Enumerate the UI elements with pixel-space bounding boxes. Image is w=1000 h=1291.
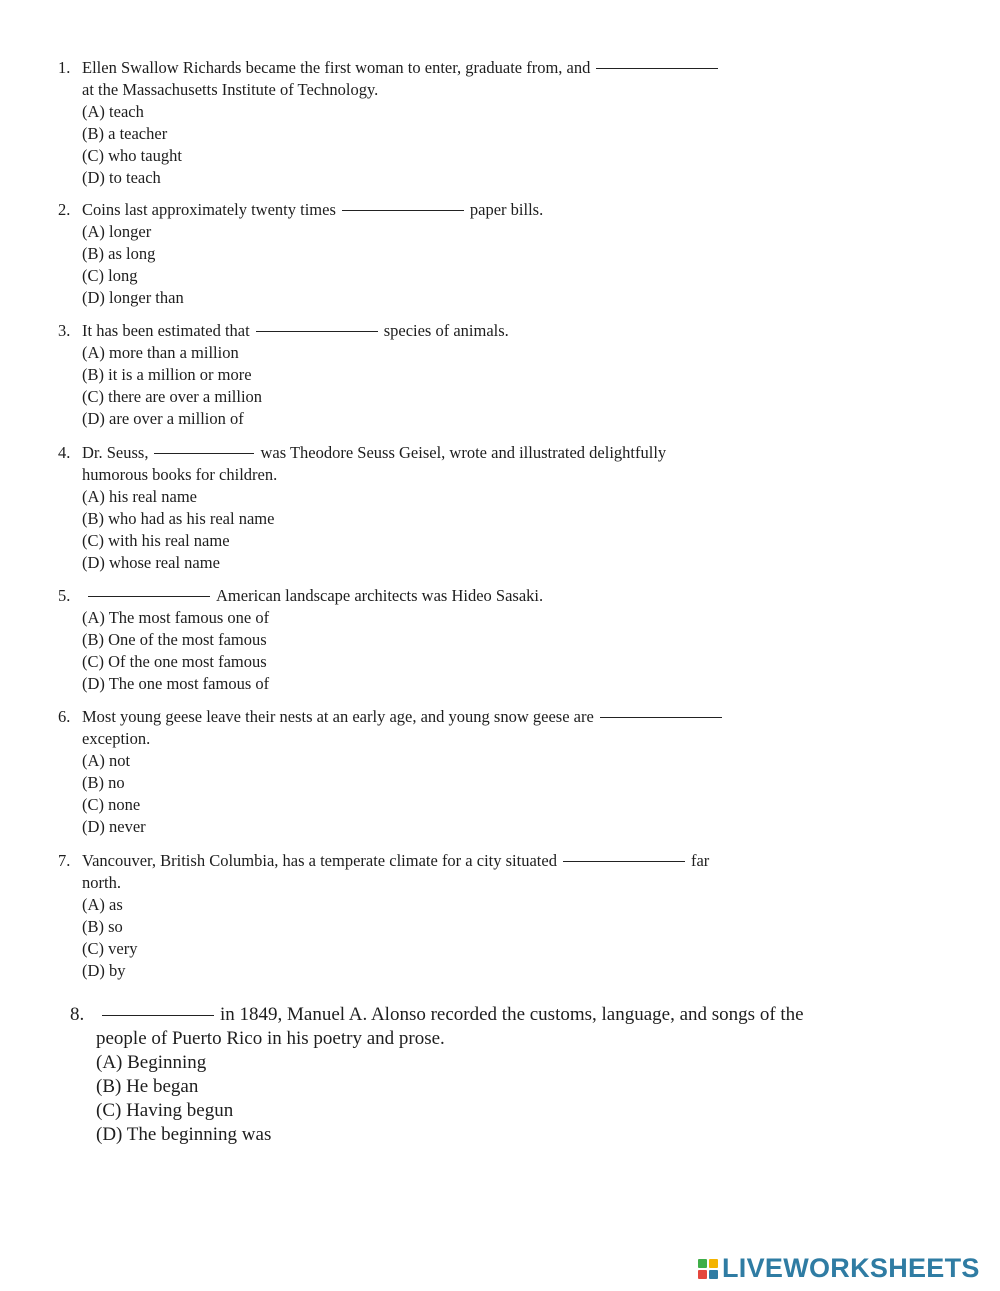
stem-after: paper bills. <box>469 200 544 219</box>
option-d: (D) whose real name <box>82 553 220 572</box>
option-b: (B) who had as his real name <box>82 509 275 528</box>
logo-blocks-icon <box>698 1259 718 1279</box>
question-7 <box>58 850 709 982</box>
question-stem <box>58 850 709 872</box>
option-b: (B) so <box>82 917 123 936</box>
option-d: (D) longer than <box>82 288 184 307</box>
stem-continuation: north. <box>82 873 121 892</box>
option-c: (C) none <box>82 795 141 814</box>
option-c: (C) very <box>82 939 138 958</box>
option-c: (C) who taught <box>82 146 182 165</box>
option-d: (D) to teach <box>82 168 161 187</box>
stem-after: American landscape architects was Hideo Sasaki. <box>216 586 544 605</box>
question-number: 3. <box>58 321 71 340</box>
question-stem <box>58 585 543 607</box>
answer-blank <box>88 595 210 597</box>
option-d: (D) by <box>82 961 126 980</box>
question-stem <box>58 320 509 342</box>
logo-block <box>698 1270 707 1279</box>
option-d: (D) The one most famous of <box>82 674 270 693</box>
option-b: (B) a teacher <box>82 124 168 143</box>
option-b: (B) no <box>82 773 125 792</box>
option-b: (B) as long <box>82 244 156 263</box>
question-3 <box>58 320 509 430</box>
stem-after: was Theodore Seuss Geisel, wrote and illustrated delightfully <box>260 443 667 462</box>
stem-continuation: humorous books for children. <box>82 465 278 484</box>
answer-blank <box>600 716 722 718</box>
logo-block <box>709 1270 718 1279</box>
stem-before: Coins last approximately twenty times <box>82 200 336 219</box>
logo-block <box>709 1259 718 1268</box>
stem-after: in 1849, Manuel A. Alonso recorded the customs, language, and songs of the <box>220 1004 804 1025</box>
option-d: (D) are over a million of <box>82 409 244 428</box>
stem-before: Vancouver, British Columbia, has a temperate climate for a city situated <box>82 851 557 870</box>
answer-blank <box>102 1014 214 1016</box>
option-c: (C) Of the one most famous <box>82 652 267 671</box>
option-c: (C) with his real name <box>82 531 230 550</box>
stem-continuation: exception. <box>82 729 151 748</box>
question-stem <box>58 442 666 464</box>
logo-block <box>698 1259 707 1268</box>
question-5 <box>58 585 543 695</box>
question-6 <box>58 706 728 838</box>
question-4 <box>58 442 666 574</box>
question-number: 8. <box>70 1004 85 1025</box>
option-b: (B) it is a million or more <box>82 365 252 384</box>
option-c: (C) there are over a million <box>82 387 263 406</box>
option-c: (C) long <box>82 266 138 285</box>
answer-blank <box>256 330 378 332</box>
question-number: 4. <box>58 443 71 462</box>
option-a: (A) more than a million <box>82 343 239 362</box>
question-2 <box>58 199 543 309</box>
stem-before: Dr. Seuss, <box>82 443 149 462</box>
stem-after: species of animals. <box>383 321 509 340</box>
option-a: (A) his real name <box>82 487 197 506</box>
option-a: (A) longer <box>82 222 152 241</box>
option-a: (A) not <box>82 751 131 770</box>
option-b: (B) He began <box>96 1076 199 1097</box>
option-d: (D) never <box>82 817 146 836</box>
liveworksheets-logo[interactable] <box>698 1253 980 1284</box>
option-a: (A) as <box>82 895 123 914</box>
option-d: (D) The beginning was <box>96 1124 272 1145</box>
stem-before: Most young geese leave their nests at an early age, and young snow geese are <box>82 707 594 726</box>
question-number: 1. <box>58 58 71 77</box>
question-1 <box>58 57 724 189</box>
question-stem <box>58 706 728 728</box>
question-stem <box>70 1003 804 1027</box>
question-number: 6. <box>58 707 71 726</box>
question-number: 5. <box>58 586 71 605</box>
option-a: (A) The most famous one of <box>82 608 270 627</box>
brand-name: LIVEWORKSHEETS <box>722 1253 980 1283</box>
question-8 <box>70 1003 804 1147</box>
option-b: (B) One of the most famous <box>82 630 267 649</box>
stem-continuation: at the Massachusetts Institute of Technology. <box>82 80 379 99</box>
answer-blank <box>563 860 685 862</box>
stem-before: It has been estimated that <box>82 321 250 340</box>
question-number: 7. <box>58 851 71 870</box>
stem-after: far <box>690 851 710 870</box>
stem-continuation: people of Puerto Rico in his poetry and prose. <box>96 1028 445 1049</box>
option-c: (C) Having begun <box>96 1100 234 1121</box>
stem-before: Ellen Swallow Richards became the first woman to enter, graduate from, and <box>82 58 591 77</box>
option-a: (A) Beginning <box>96 1052 207 1073</box>
answer-blank <box>596 67 718 69</box>
question-stem <box>58 57 724 79</box>
question-number: 2. <box>58 200 71 219</box>
answer-blank <box>342 209 464 211</box>
answer-blank <box>154 452 254 454</box>
question-stem <box>58 199 543 221</box>
option-a: (A) teach <box>82 102 144 121</box>
